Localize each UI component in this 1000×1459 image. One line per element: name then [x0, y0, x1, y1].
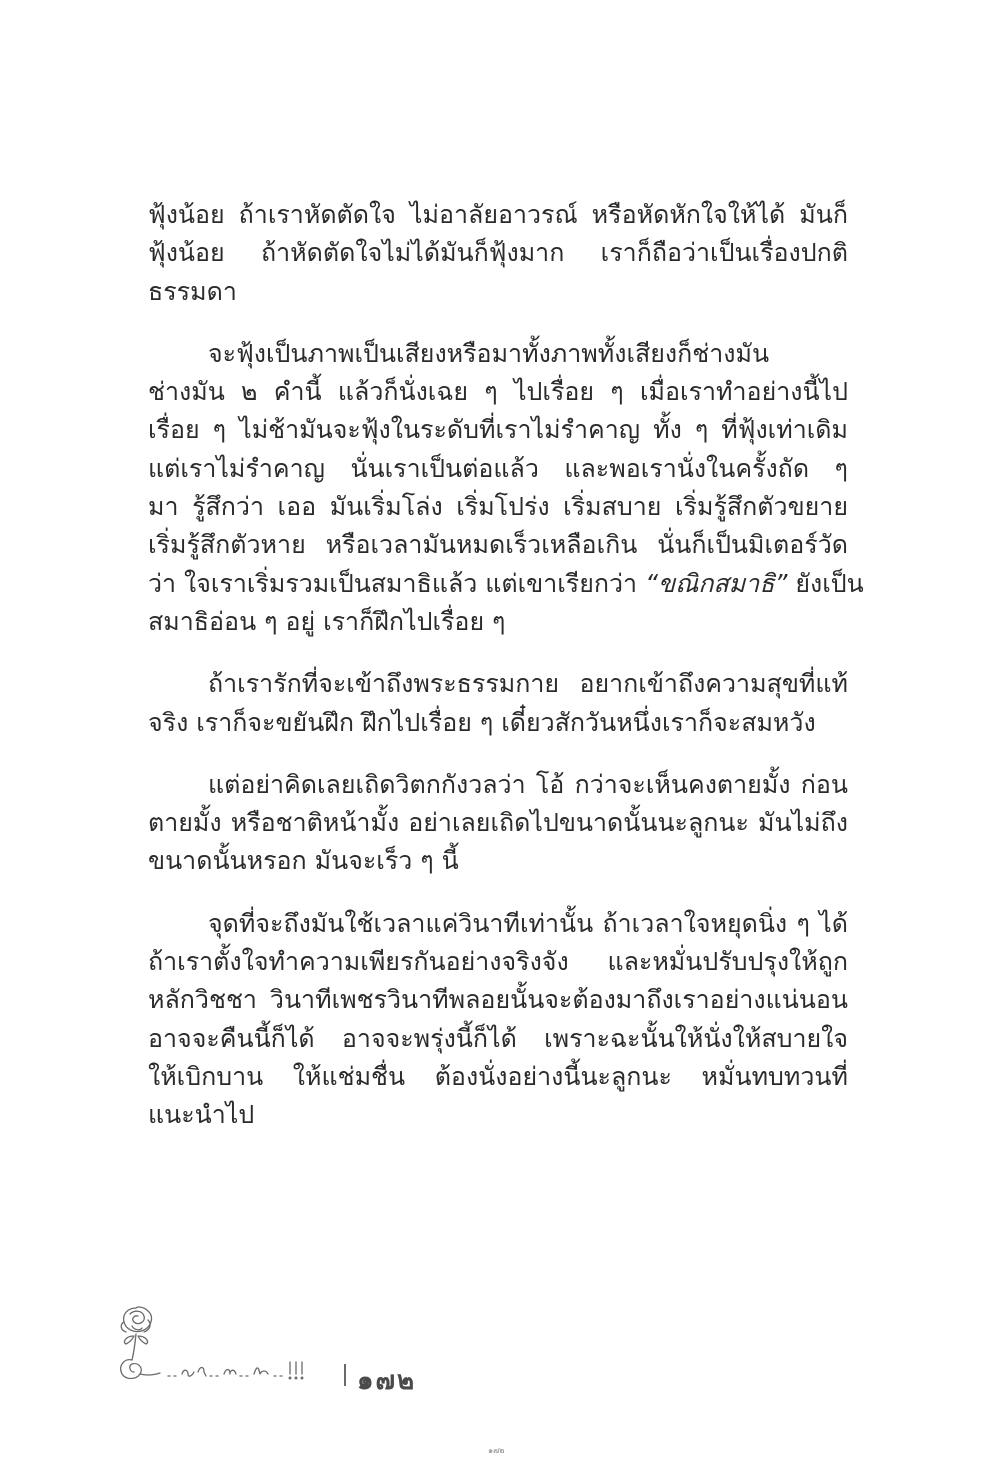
text-line: อาจจะคืนนี้ก็ได้ อาจจะพรุ่งนี้ก็ได้ เพราะฉะนั้นให้นั่งให้สบายใจ — [148, 1023, 848, 1053]
text-line: จะฟุ้งเป็นภาพเป็นเสียงหรือมาทั้งภาพทั้งเสียงก็ช่างมัน — [208, 338, 770, 368]
text-line: แต่อย่าคิดเลยเถิดวิตกกังวลว่า โอ้ กว่าจะเห็นคงตายมั้ง ก่อน — [208, 769, 848, 799]
text-line: มา รู้สึกว่า เออ มันเริ่มโล่ง เริ่มโปร่ง เริ่มสบาย เริ่มรู้สึกตัวขยาย — [148, 492, 848, 522]
paragraph-1 — [148, 196, 848, 311]
text-line: เริ่มรู้สึกตัวหาย หรือเวลามันหมดเร็วเหลือเกิน นั่นก็เป็นมิเตอร์วัด — [148, 530, 848, 560]
text-line: ถ้าเราตั้งใจทำความเพียรกันอย่างจริงจัง และหมั่นปรับปรุงให้ถูก — [148, 947, 848, 977]
print-mark: ๑๗๒ — [488, 1446, 505, 1455]
italic-term: “ขณิกสมาธิ” — [645, 568, 788, 598]
paragraph-2 — [148, 335, 864, 641]
text-line: หลักวิชชา วินาทีเพชรวินาทีพลอยนั้นจะต้องมาถึงเราอย่างแน่นอน — [148, 985, 848, 1015]
text-line: ขนาดนั้นหรอก มันจะเร็ว ๆ นี้ — [148, 846, 459, 876]
rose-logo-icon — [108, 1300, 333, 1390]
text-line: ตายมั้ง หรือชาติหน้ามั้ง อย่าเลยเถิดไปขนาดนั้นนะลูกนะ มันไม่ถึง — [148, 808, 848, 838]
text-line: จุดที่จะถึงมันใช้เวลาแค่วินาทีเท่านั้น ถ้าเวลาใจหยุดนิ่ง ๆ ได้ — [208, 908, 848, 938]
text-line: ธรรมดา — [148, 276, 237, 306]
text-segment: ยังเป็น — [795, 568, 864, 598]
text-line: จริง เราก็จะขยันฝึก ฝึกไปเรื่อย ๆ เดี๋ยวสักวันหนึ่งเราก็จะสมหวัง — [148, 707, 816, 737]
text-line: ช่างมัน ๒ คำนี้ แล้วก็นั่งเฉย ๆ ไปเรื่อย ๆ เมื่อเราทำอย่างนี้ไป — [148, 377, 848, 407]
page-number: ๑๗๒ — [357, 1366, 417, 1396]
text-line: ฟุ้งน้อย ถ้าเราหัดตัดใจ ไม่อาลัยอาวรณ์ หรือหัดหักใจให้ได้ มันก็ — [148, 200, 848, 229]
text-line: สมาธิอ่อน ๆ อยู่ เราก็ฝึกไปเรื่อย ๆ — [148, 606, 506, 636]
text-line: เรื่อย ๆ ไม่ช้ามันจะฟุ้งในระดับที่เราไม่รำคาญ ทั้ง ๆ ที่ฟุ้งเท่าเดิม — [148, 415, 848, 445]
text-line: ฟุ้งน้อย ถ้าหัดตัดใจไม่ได้มันก็ฟุ้งมาก เราก็ถือว่าเป็นเรื่องปกติ — [148, 238, 848, 268]
footer-separator — [344, 1364, 346, 1386]
text-line: แนะนำไป — [148, 1100, 255, 1130]
page-footer — [108, 1300, 428, 1396]
paragraph-5 — [148, 905, 848, 1135]
text-line-with-term — [148, 565, 864, 603]
text-line: แต่เราไม่รำคาญ นั่นเราเป็นต่อแล้ว และพอเรานั่งในครั้งถัด ๆ — [148, 453, 848, 483]
text-segment: ว่า ใจเราเริ่มรวมเป็นสมาธิแล้ว แต่เขาเรียกว่า — [148, 568, 638, 598]
body-text — [148, 196, 864, 1159]
text-line: ถ้าเรารักที่จะเข้าถึงพระธรรมกาย อยากเข้าถึงความสุขที่แท้ — [208, 669, 848, 699]
paragraph-4 — [148, 766, 848, 881]
text-line: ให้เบิกบาน ให้แช่มชื่น ต้องนั่งอย่างนี้นะลูกนะ หมั่นทบทวนที่ — [148, 1061, 848, 1091]
paragraph-3 — [148, 665, 848, 742]
